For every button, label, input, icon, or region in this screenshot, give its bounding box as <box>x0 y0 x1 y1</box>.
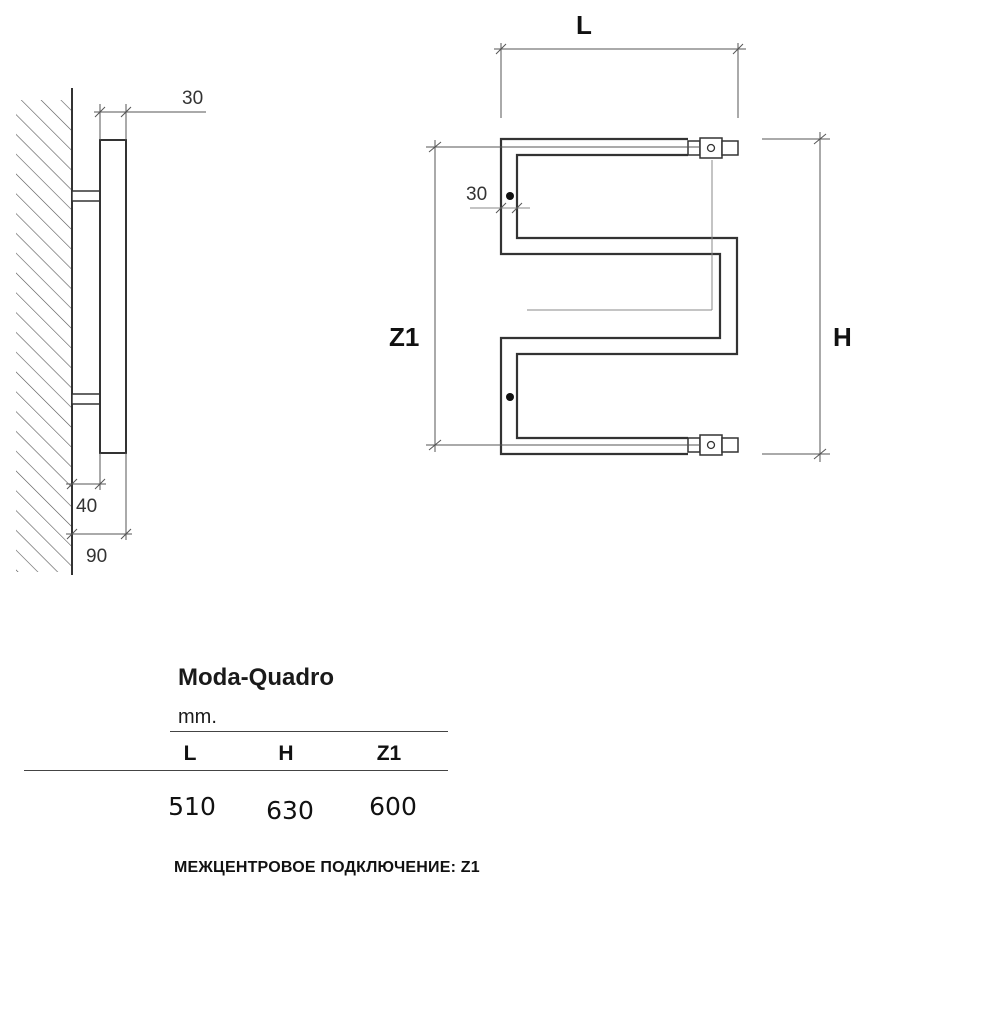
connection-note: МЕЖЦЕНТРОВОЕ ПОДКЛЮЧЕНИЕ: Z1 <box>174 859 480 876</box>
table-rule-mid <box>24 770 448 771</box>
wall-hatching <box>16 100 72 572</box>
dimension-L <box>494 10 746 118</box>
unit-label: mm. <box>178 706 217 728</box>
wall-bracket-bottom <box>72 394 100 404</box>
value-Z1: 600 <box>369 792 417 821</box>
dimension-30-top <box>94 88 206 140</box>
valve-top <box>688 138 738 158</box>
side-view <box>16 88 206 575</box>
mount-point-top <box>506 192 514 200</box>
table-rule-top <box>170 731 448 732</box>
front-view <box>389 10 852 462</box>
dimension-H <box>762 132 852 462</box>
header-L: L <box>183 742 197 765</box>
dimension-H-label: H <box>833 322 852 352</box>
value-L: 510 <box>168 792 216 821</box>
dimension-40-label: 40 <box>76 496 98 517</box>
model-title: Moda-Quadro <box>178 664 334 691</box>
radiator-tube-outer <box>501 139 720 454</box>
dimension-Z1-label: Z1 <box>389 322 420 352</box>
dimension-30-offset <box>466 184 522 213</box>
dimension-90-label: 90 <box>86 546 108 567</box>
dimension-L-label: L <box>576 10 592 40</box>
dimension-30-offset-label: 30 <box>466 184 488 205</box>
header-Z1: Z1 <box>376 742 402 765</box>
wall-bracket-top <box>72 191 100 201</box>
radiator-side-profile <box>100 140 126 453</box>
value-H: 630 <box>266 796 314 825</box>
header-H: H <box>278 742 294 765</box>
dimension-30-label: 30 <box>182 88 204 109</box>
radiator-tube-inner <box>517 155 737 438</box>
dimension-Z1 <box>389 140 700 452</box>
spec-table <box>0 640 560 900</box>
mount-point-bottom <box>506 393 514 401</box>
